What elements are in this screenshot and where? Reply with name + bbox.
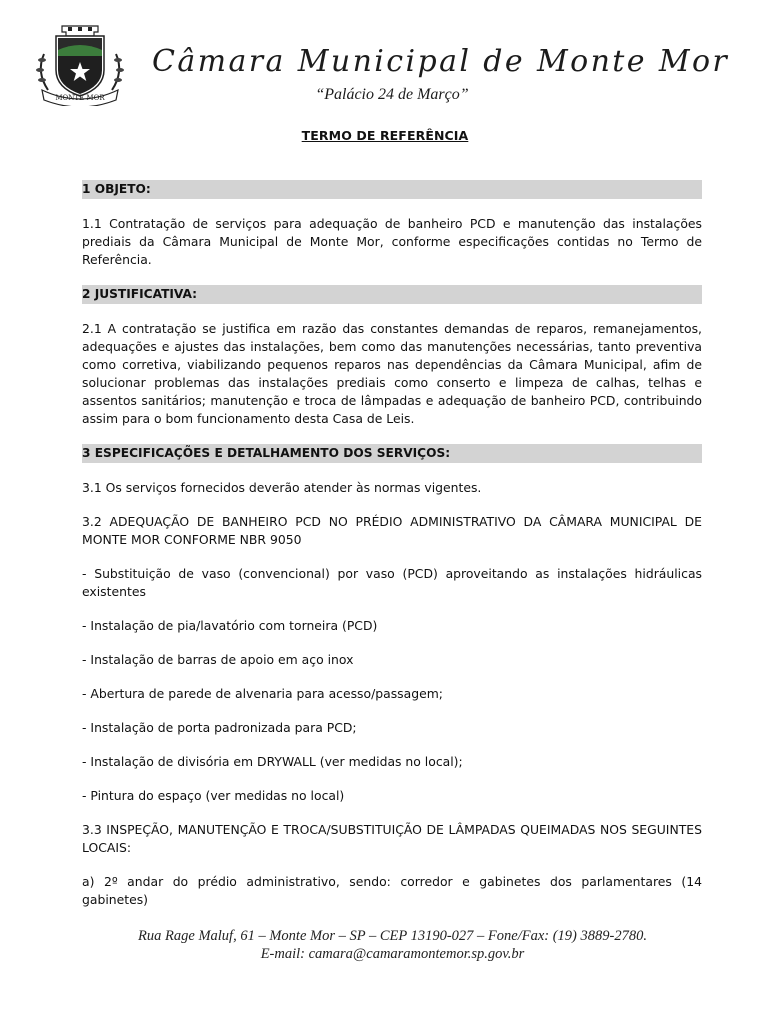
- list-item: - Substituição de vaso (convencional) por vaso (PCD) aproveitando as instalações hidráulicas existentes: [82, 566, 702, 599]
- footer-email: E-mail: camara@camaramontemor.sp.gov.br: [260, 946, 525, 962]
- paragraph-3-3: 3.3 INSPEÇÃO, MANUTENÇÃO E TROCA/SUBSTITUIÇÃO DE LÂMPADAS QUEIMADAS NOS SEGUINTES LOCAIS:: [82, 822, 702, 855]
- paragraph-3-3-a: a) 2º andar do prédio administrativo, sendo: corredor e gabinetes dos parlamentares (14 gabinetes): [82, 874, 702, 907]
- paragraph-3-1: 3.1 Os serviços fornecidos deverão atender às normas vigentes.: [82, 480, 482, 495]
- section-heading-objeto: 1 OBJETO:: [82, 180, 702, 199]
- list-item: - Pintura do espaço (ver medidas no local): [82, 788, 345, 803]
- list-item: - Instalação de divisória em DRYWALL (ver medidas no local);: [82, 754, 463, 769]
- list-item: - Instalação de porta padronizada para PCD;: [82, 720, 357, 735]
- document-title: TERMO DE REFERÊNCIA: [301, 128, 469, 143]
- document-body: [82, 180, 702, 925]
- list-item: - Instalação de barras de apoio em aço inox: [82, 652, 354, 667]
- page-title: Câmara Municipal de Monte Mor: [152, 44, 730, 79]
- paragraph-1-1: 1.1 Contratação de serviços para adequação de banheiro PCD e manutenção das instalações prediais da Câmara Municipal de Monte Mor, conforme especificações contidas no Termo de Referência.: [82, 216, 702, 267]
- page-subtitle: “Palácio 24 de Março”: [315, 86, 469, 103]
- svg-text:MONTE MOR: MONTE MOR: [55, 94, 105, 102]
- list-item: - Instalação de pia/lavatório com torneira (PCD): [82, 618, 378, 633]
- list-item: - Abertura de parede de alvenaria para acesso/passagem;: [82, 686, 443, 701]
- section-heading-justificativa: 2 JUSTIFICATIVA:: [82, 285, 702, 304]
- coat-of-arms-logo: [34, 24, 126, 106]
- paragraph-2-1: 2.1 A contratação se justifica em razão das constantes demandas de reparos, remanejamentos, adequações e ajustes das instalações, bem como das manutenções necessárias, tanto preventiva como corretiva, viabilizando pequenos reparos nas dependências da Câmara Municipal, afim de solucionar problemas das instalações prediais como conserto e limpeza de calhas, telhas e assentos sanitários; manutenção e troca de lâmpadas e adequação de banheiro PCD, contribuindo assim para o bom funcionamento desta Casa de Leis.: [82, 321, 702, 426]
- section-heading-especificacoes: 3 ESPECIFICAÇÕES E DETALHAMENTO DOS SERVIÇOS:: [82, 444, 702, 463]
- footer-address: Rua Rage Maluf, 61 – Monte Mor – SP – CEP 13190-027 – Fone/Fax: (19) 3889-2780.: [138, 928, 647, 944]
- paragraph-3-2: 3.2 ADEQUAÇÃO DE BANHEIRO PCD NO PRÉDIO ADMINISTRATIVO DA CÂMARA MUNICIPAL DE MONTE MOR CONFORME NBR 9050: [82, 514, 702, 547]
